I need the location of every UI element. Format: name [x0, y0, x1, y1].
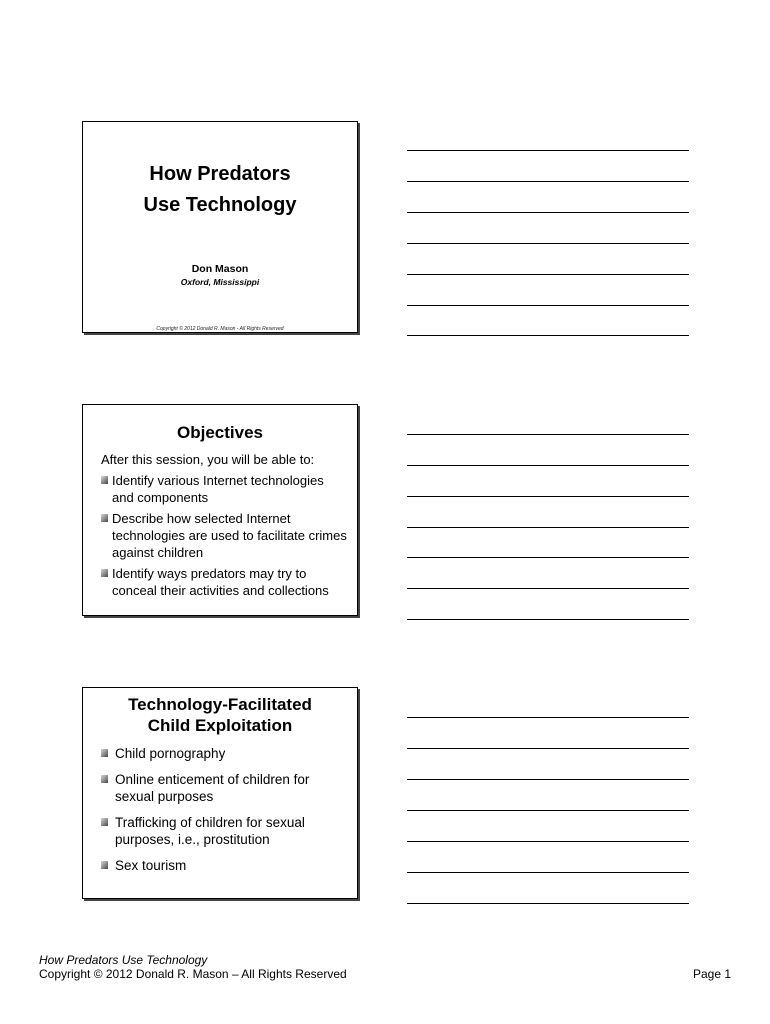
list-item-text: Describe how selected Internet technologies are used to facilitate crimes against children — [112, 511, 347, 560]
note-line — [407, 496, 689, 497]
list-item-text: Online enticement of children for sexual purposes — [115, 771, 310, 804]
note-line — [407, 465, 689, 466]
list-item — [101, 565, 349, 599]
slide-thumbnail-1 — [82, 121, 358, 333]
list-item-text: Child pornography — [115, 746, 226, 761]
note-line — [407, 810, 689, 811]
square-bullet-icon — [101, 569, 108, 577]
list-item-text: Trafficking of children for sexual purposes, i.e., prostitution — [115, 814, 305, 847]
note-line — [407, 150, 689, 151]
footer-document-title: How Predators Use Technology — [39, 953, 208, 967]
square-bullet-icon — [101, 749, 108, 757]
list-item-text: Identify ways predators may try to conceal their activities and collections — [112, 566, 329, 598]
footer-page-number: Page 1 — [693, 967, 732, 981]
note-line — [407, 748, 689, 749]
note-line — [407, 274, 689, 275]
note-line — [407, 527, 689, 528]
list-item-text: Identify various Internet technologies and components — [112, 473, 324, 505]
list-item — [101, 814, 349, 849]
note-line — [407, 243, 689, 244]
note-line — [407, 335, 689, 336]
note-line — [407, 841, 689, 842]
slide-thumbnail-3 — [82, 687, 358, 899]
exploitation-list — [101, 745, 349, 882]
objectives-list — [101, 472, 349, 603]
slide-thumbnail-2 — [82, 404, 358, 616]
slide-title — [83, 694, 357, 736]
list-item — [101, 857, 349, 875]
list-item — [101, 771, 349, 806]
square-bullet-icon — [101, 476, 108, 484]
note-line — [407, 181, 689, 182]
slide-title — [83, 159, 357, 221]
list-item — [101, 472, 349, 506]
slide-title-line-2: Use Technology — [143, 194, 297, 216]
slide-title-line-2: Child Exploitation — [147, 716, 293, 735]
note-line — [407, 434, 689, 435]
list-item — [101, 745, 349, 763]
slide-copyright: Copyright © 2012 Donald R. Mason - All Rights Reserved — [156, 326, 284, 332]
list-item — [101, 510, 349, 561]
note-line — [407, 872, 689, 873]
square-bullet-icon — [101, 818, 108, 826]
square-bullet-icon — [101, 861, 108, 869]
slide-title: Objectives — [177, 423, 263, 442]
note-line — [407, 779, 689, 780]
square-bullet-icon — [101, 775, 108, 783]
slide-location: Oxford, Mississippi — [180, 277, 260, 287]
slide-title-line-1: Technology-Facilitated — [128, 695, 312, 714]
footer-copyright: Copyright © 2012 Donald R. Mason – All Rights Reserved — [39, 967, 347, 981]
slide-title-line-1: How Predators — [149, 163, 291, 185]
list-item-text: Sex tourism — [115, 857, 187, 873]
slide-author: Don Mason — [191, 263, 249, 275]
square-bullet-icon — [101, 514, 108, 522]
note-line — [407, 717, 689, 718]
note-line — [407, 619, 689, 620]
slide-intro-text: After this session, you will be able to: — [101, 452, 315, 467]
note-line — [407, 557, 689, 558]
note-line — [407, 903, 689, 904]
note-line — [407, 305, 689, 306]
note-line — [407, 588, 689, 589]
note-line — [407, 212, 689, 213]
